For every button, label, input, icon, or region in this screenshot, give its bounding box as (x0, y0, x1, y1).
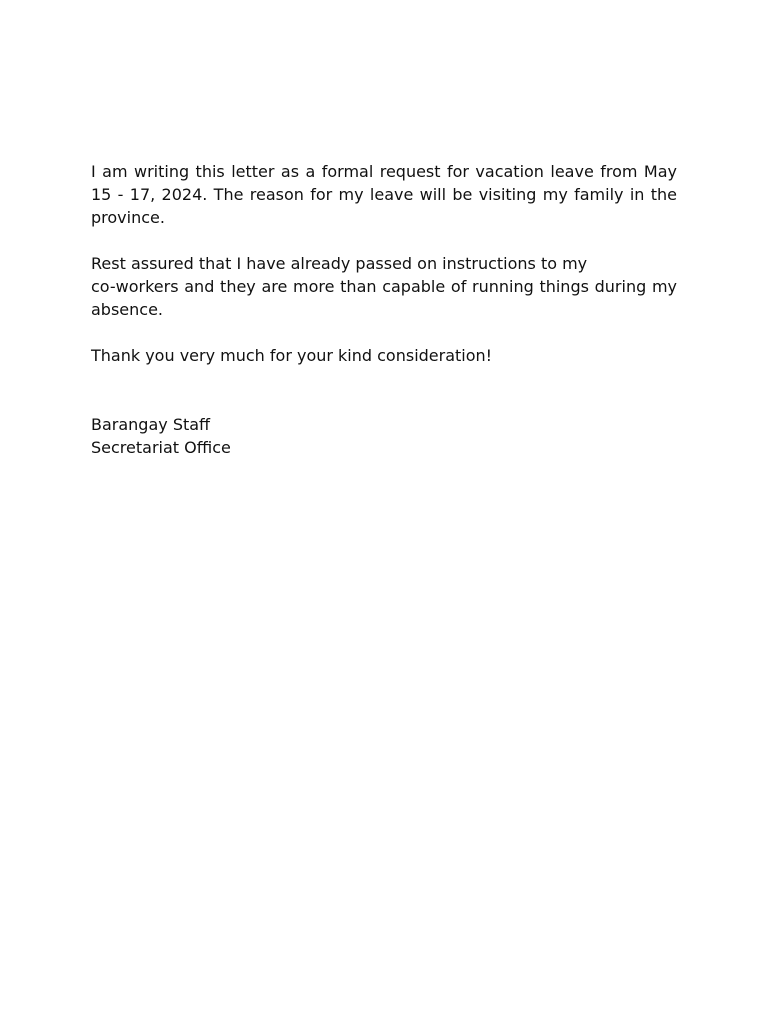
signature-name: Barangay Staff (91, 415, 211, 434)
assurance-remaining-text: co-workers and they are more than capable of running things during my absence. (91, 277, 677, 319)
assurance-first-line: Rest assured that I have already passed on instructions to my (91, 254, 588, 273)
letter-paragraph-assurance (91, 252, 677, 321)
letter-body (91, 160, 677, 459)
signature-office: Secretariat Office (91, 438, 231, 457)
letter-paragraph-request: I am writing this letter as a formal request for vacation leave from May 15 - 17, 2024. The reason for my leave will be visiting my family in the province. (91, 162, 677, 227)
signature-block (91, 413, 677, 459)
letter-paragraph-thanks: Thank you very much for your kind consideration! (91, 346, 493, 365)
